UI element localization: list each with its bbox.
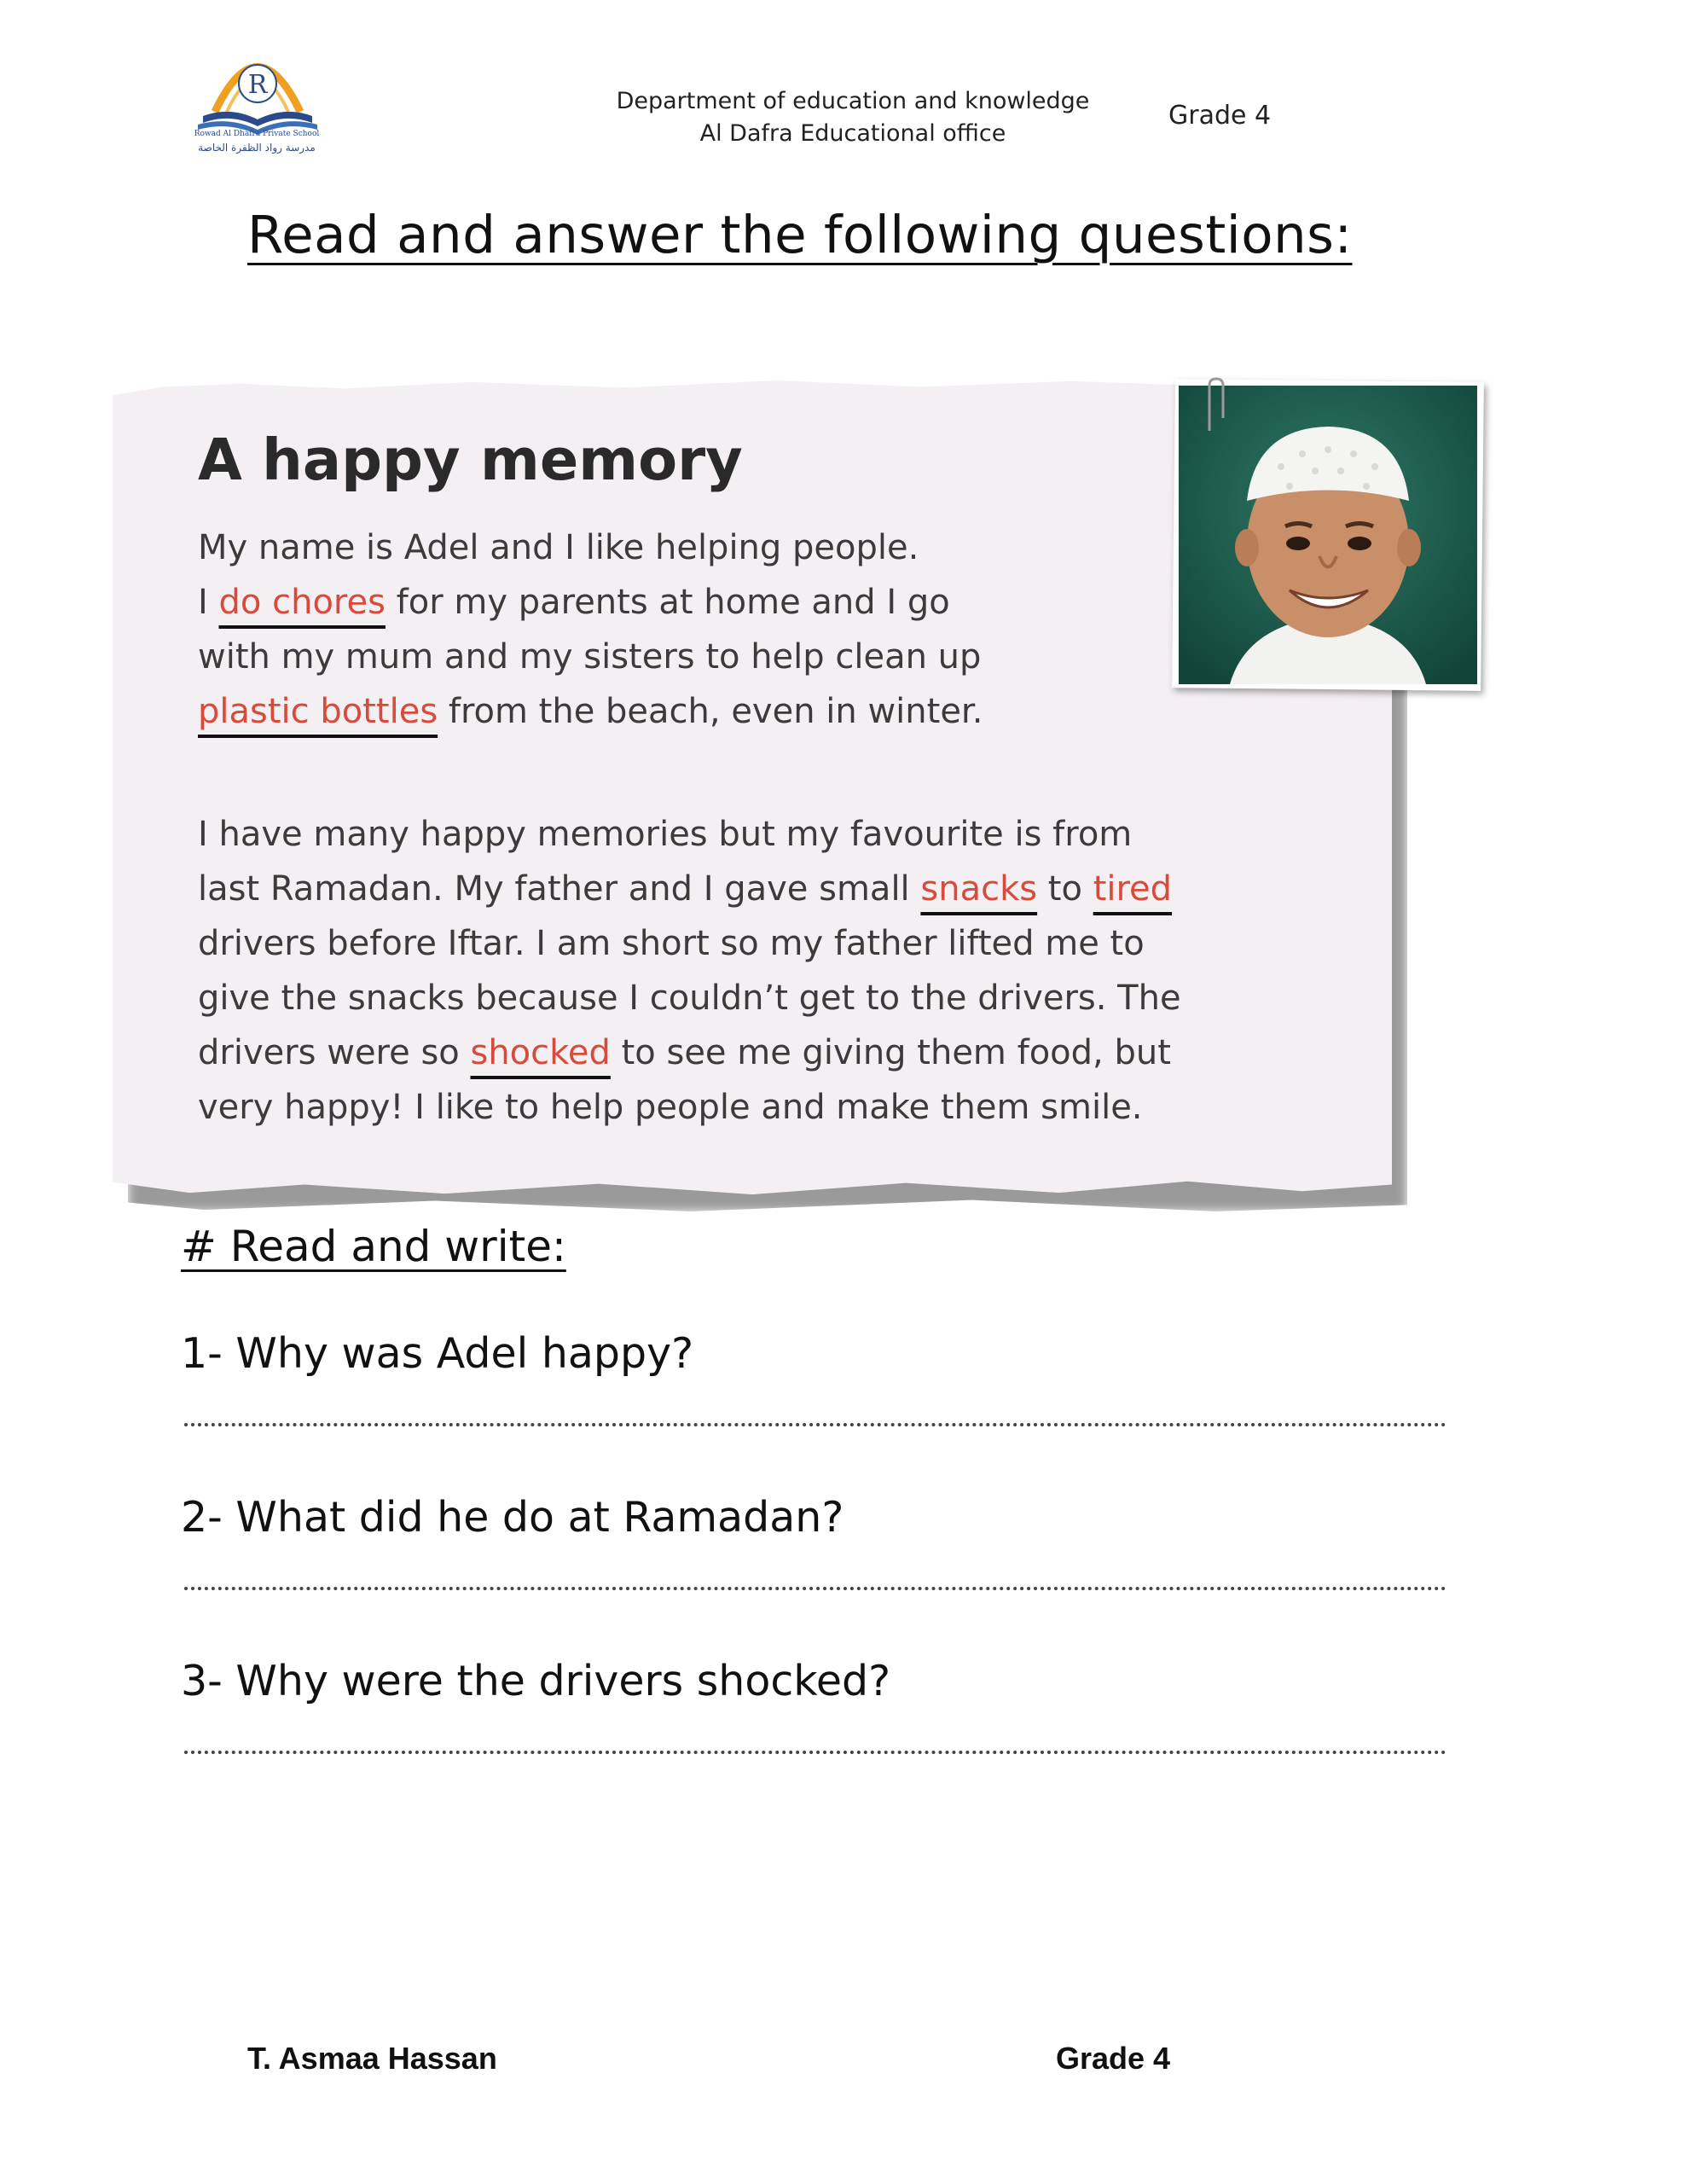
- story-text: for my parents at home and I go: [385, 583, 950, 622]
- read-and-write-heading: # Read and write:: [181, 1222, 566, 1271]
- department-line-1: Department of education and knowledge: [616, 88, 1090, 114]
- story-line: [198, 1080, 1181, 1135]
- school-logo: [189, 31, 326, 159]
- answer-line-2[interactable]: [184, 1587, 1446, 1590]
- question-3: 3- Why were the drivers shocked?: [181, 1657, 891, 1705]
- department-header: [546, 85, 1160, 150]
- story-text: I have many happy memories but my favourite is from: [198, 815, 1133, 854]
- header-grade: Grade 4: [1168, 101, 1272, 131]
- footer-grade: Grade 4: [1056, 2041, 1171, 2076]
- vocab-word: tired: [1093, 869, 1173, 909]
- paper-clip-icon: [1201, 375, 1235, 435]
- story-line: [198, 520, 983, 575]
- story-text: drivers were so: [198, 1033, 471, 1072]
- page-title: Read and answer the following questions:: [247, 205, 1353, 265]
- story-paragraph-1: [198, 520, 983, 739]
- school-name-ar: مدرسة رواد الظفرة الخاصة: [198, 142, 316, 154]
- department-line-2: Al Dafra Educational office: [699, 120, 1006, 147]
- story-line: [198, 630, 983, 684]
- svg-text:R: R: [247, 70, 268, 100]
- story-line: [198, 971, 1181, 1025]
- story-text: to: [1037, 869, 1093, 909]
- answer-line-1[interactable]: [184, 1423, 1446, 1426]
- story-text: I: [198, 583, 219, 622]
- story-title: A happy memory: [198, 427, 743, 493]
- story-text: to see me giving them food, but: [610, 1033, 1171, 1072]
- story-line: [198, 916, 1181, 971]
- story-line: [198, 807, 1181, 862]
- school-name-en: Rowad Al Dhafra Private School: [194, 130, 320, 138]
- story-text: last Ramadan. My father and I gave small: [198, 869, 921, 909]
- story-text: with my mum and my sisters to help clean up: [198, 637, 982, 677]
- vocab-word: snacks: [920, 869, 1038, 909]
- story-text: give the snacks because I couldn’t get to the drivers. The: [198, 979, 1181, 1018]
- vocab-word: plastic bottles: [198, 692, 438, 731]
- answer-line-3[interactable]: [184, 1751, 1446, 1754]
- story-text: very happy! I like to help people and make them smile.: [198, 1088, 1143, 1127]
- story-line: [198, 575, 983, 630]
- vocab-word: do chores: [218, 583, 386, 622]
- question-1: 1- Why was Adel happy?: [181, 1329, 694, 1378]
- vocab-word: shocked: [470, 1033, 611, 1072]
- story-text: My name is Adel and I like helping people.: [198, 528, 919, 567]
- story-text: drivers before Iftar. I am short so my father lifted me to: [198, 924, 1145, 963]
- story-paragraph-2: [198, 807, 1181, 1135]
- story-line: [198, 1025, 1181, 1080]
- story-line: [198, 684, 983, 739]
- story-text: from the beach, even in winter.: [438, 692, 983, 731]
- footer-teacher-name: T. Asmaa Hassan: [247, 2041, 497, 2076]
- story-line: [198, 862, 1181, 916]
- question-2: 2- What did he do at Ramadan?: [181, 1493, 844, 1542]
